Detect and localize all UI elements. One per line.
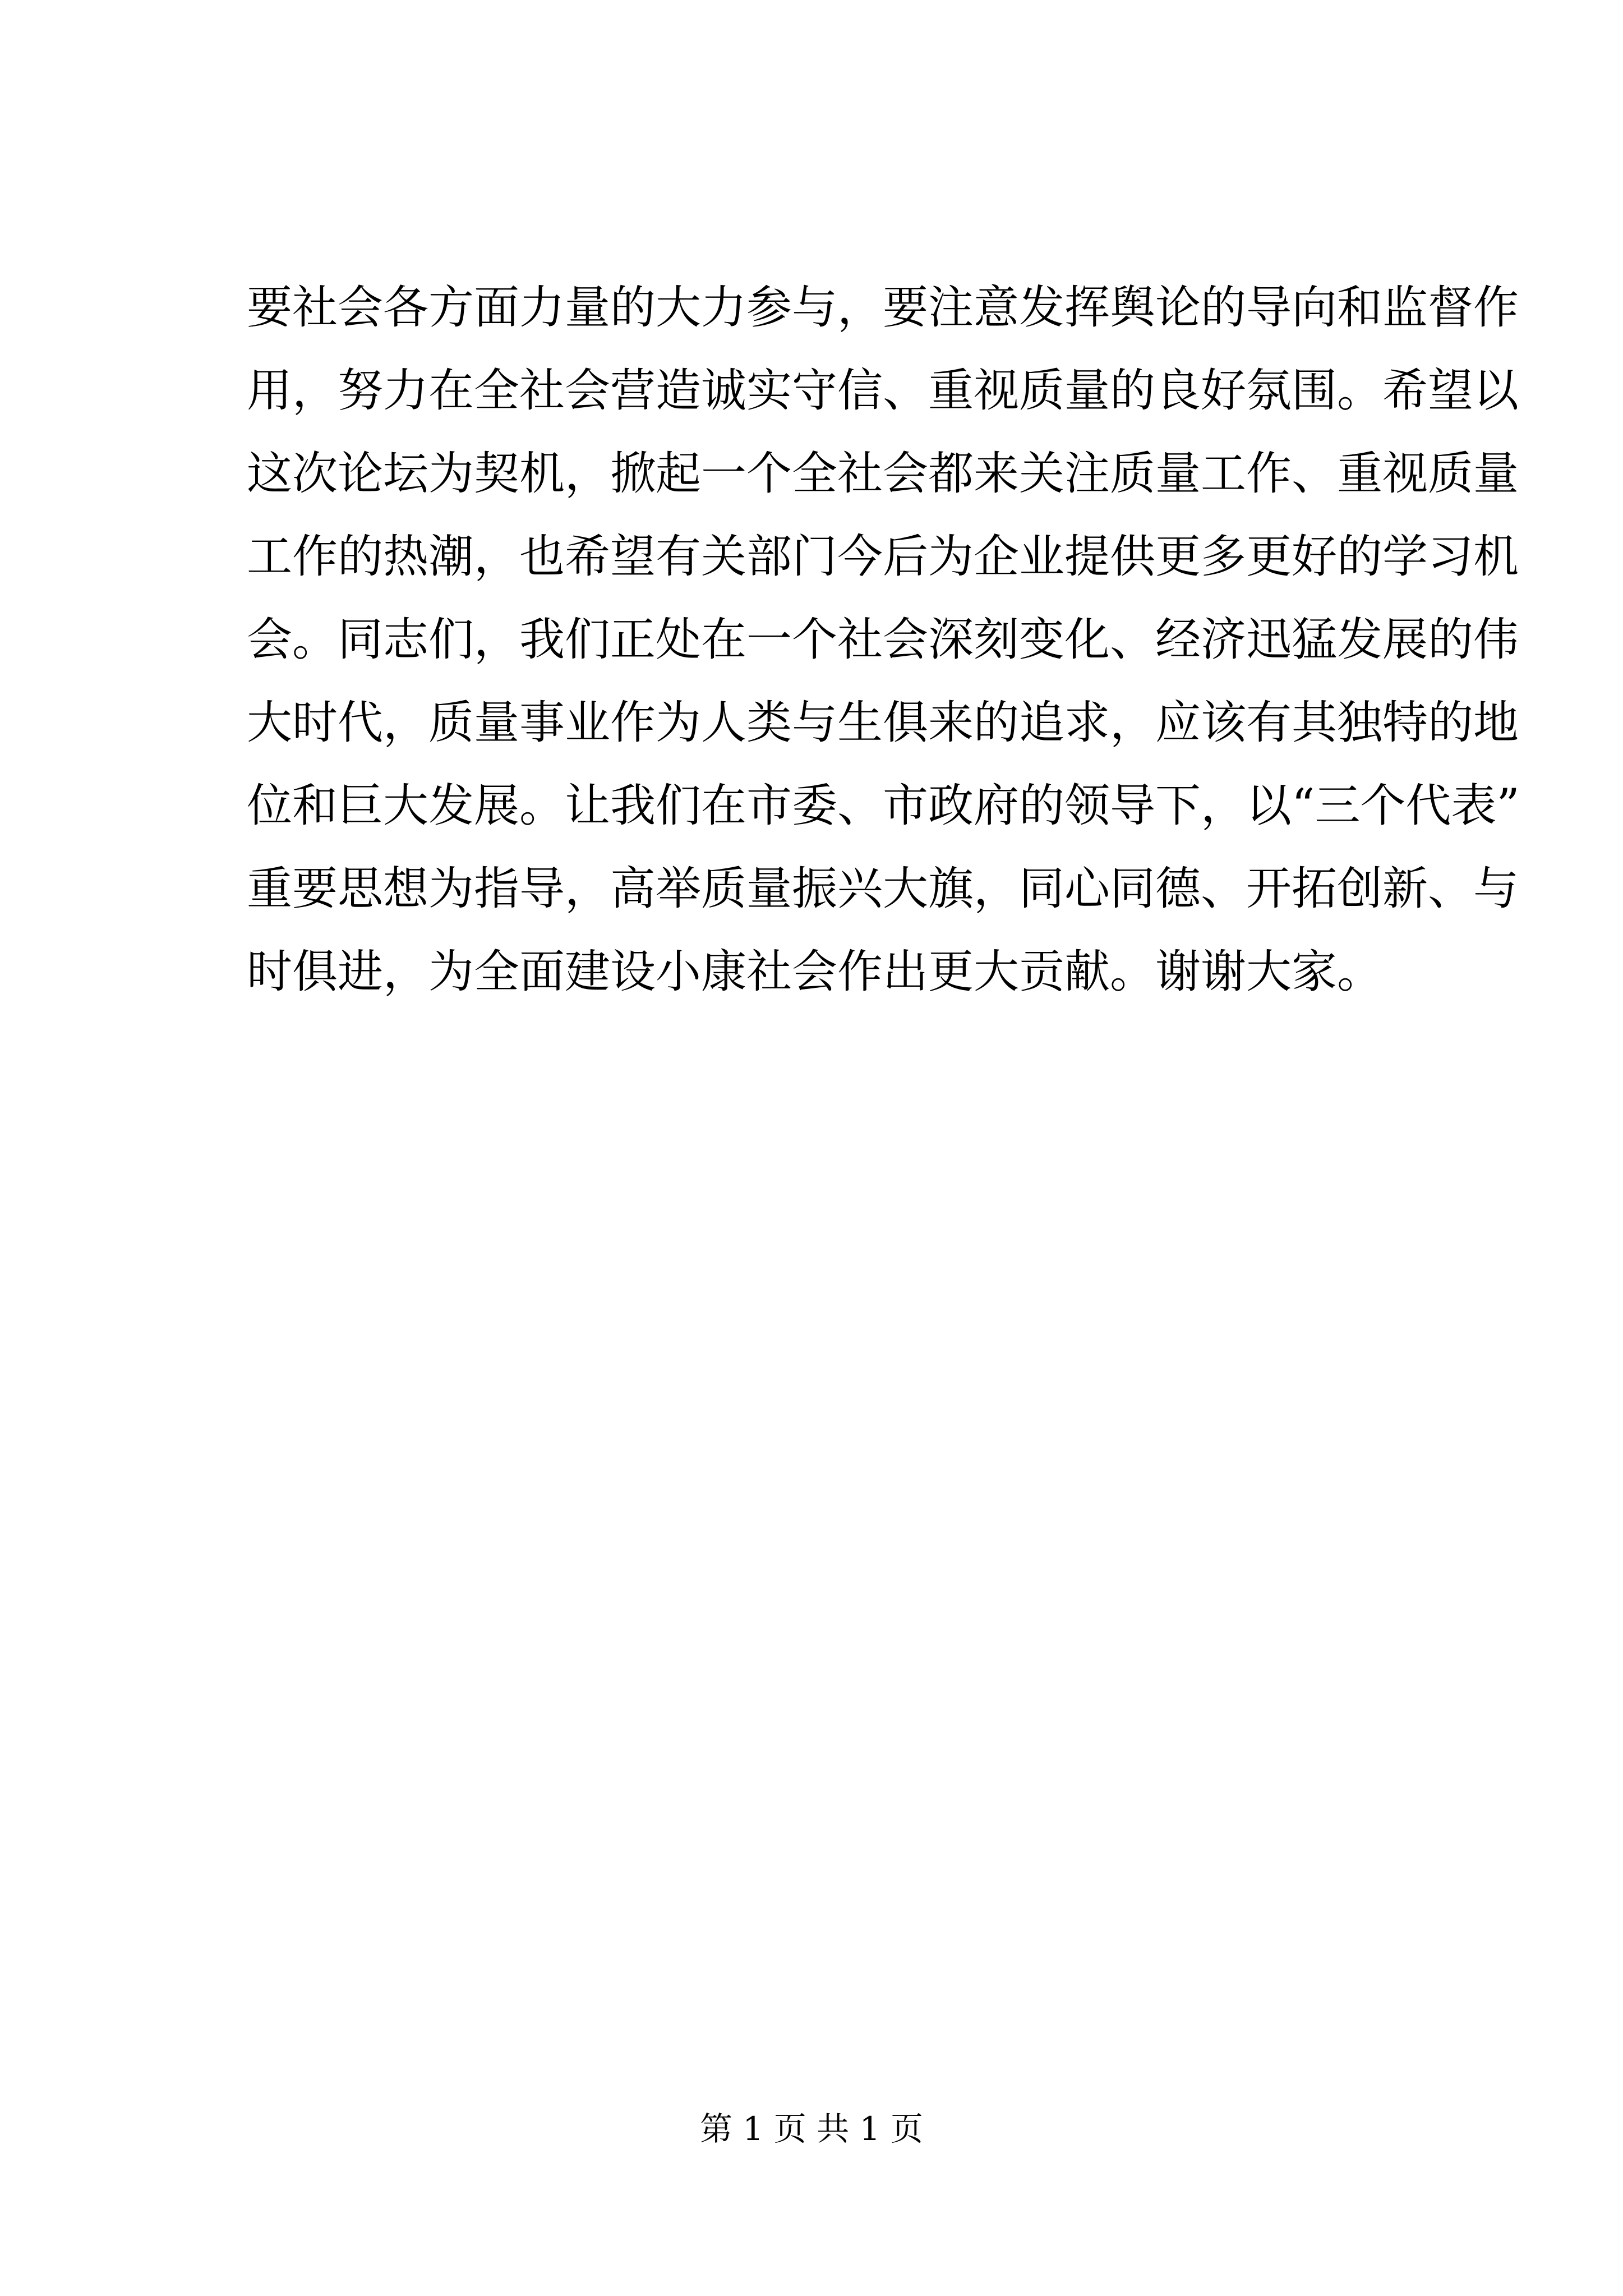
text-line: 大时代，质量事业作为人类与生俱来的追求，应该有其独特的地	[247, 697, 1519, 749]
text-line: 会。同志们，我们正处在一个社会深刻变化、经济迅猛发展的伟	[247, 614, 1519, 666]
text-line: 这次论坛为契机，掀起一个全社会都来关注质量工作、重视质量	[247, 448, 1519, 500]
text-line: 要社会各方面力量的大力参与，要注意发挥舆论的导向和监督作	[247, 282, 1519, 334]
text-line: 位和巨大发展。让我们在市委、市政府的领导下，以“三个代表”	[247, 780, 1520, 832]
text-line: 用，努力在全社会营造诚实守信、重视质量的良好氛围。希望以	[247, 365, 1519, 417]
text-line: 重要思想为指导，高举质量振兴大旗，同心同德、开拓创新、与	[247, 863, 1519, 915]
page-footer	[0, 2106, 1623, 2151]
text-line: 时俱进，为全面建设小康社会作出更大贡献。谢谢大家。	[247, 946, 1383, 999]
text-line: 工作的热潮，也希望有关部门今后为企业提供更多更好的学习机	[247, 531, 1519, 583]
body-paragraph	[247, 266, 1520, 1014]
page-number-indicator: 第 1 页 共 1 页	[700, 2110, 923, 2148]
